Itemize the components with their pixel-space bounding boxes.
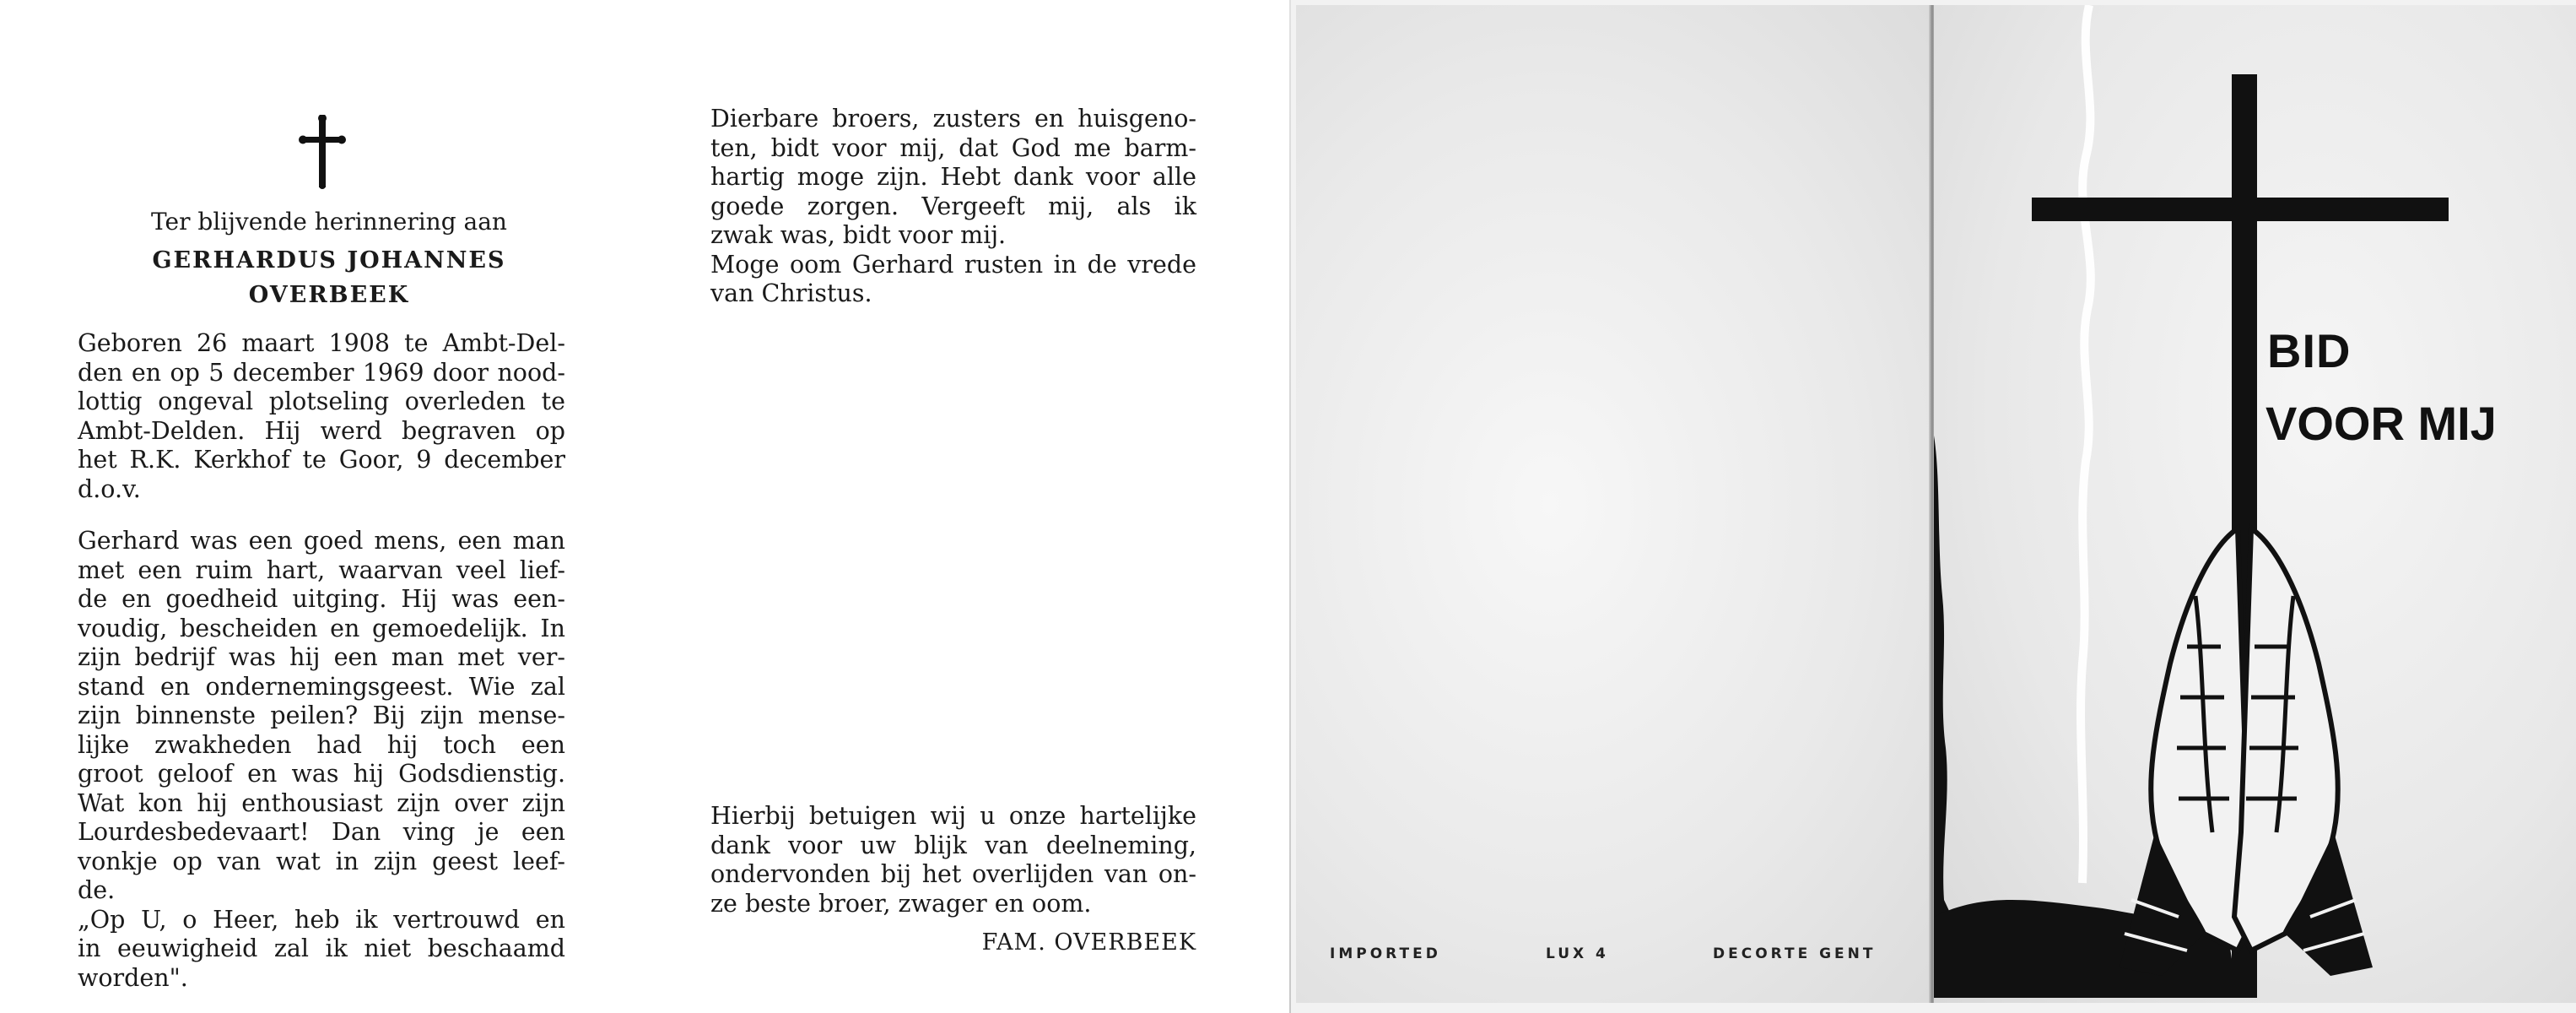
text-line: „Op U, o Heer, heb ik vertrouwd en xyxy=(78,905,565,934)
text-line: den en op 5 december 1969 door nood- xyxy=(78,358,565,387)
text-line: zijn binnenste peilen? Bij zijn mense- xyxy=(78,702,565,729)
text-line: ze beste broer, zwager en oom. xyxy=(710,889,1092,918)
text-line: in eeuwigheid zal ik niet beschaamd xyxy=(78,934,565,962)
text-line: vonkje op van wat in zijn geest leef- xyxy=(78,847,565,875)
cross-icon xyxy=(299,115,346,189)
text-line: Gerhard was een goed mens, een man xyxy=(78,527,565,555)
text-line: groot geloof en was hij Godsdienstig. xyxy=(78,760,565,788)
text-line: Moge oom Gerhard rusten in de vrede xyxy=(710,250,1196,279)
deceased-name-last: OVERBEEK xyxy=(248,282,410,308)
text-line: met een ruim hart, waarvan veel lief- xyxy=(78,555,565,584)
deceased-name-first: GERHARDUS JOHANNES xyxy=(152,247,506,274)
birth-death-paragraph xyxy=(78,329,565,504)
text-line: de en goedheid uitging. Hij was een- xyxy=(78,585,565,613)
text-line: Hierbij betuigen wij u onze hartelijke xyxy=(710,802,1196,830)
text-line: zijn bedrijf was hij een man met ver- xyxy=(78,643,565,671)
text-line: Geboren 26 maart 1908 te Ambt-Del- xyxy=(78,329,565,357)
card-back-panel xyxy=(1296,5,1931,1003)
text-line: de. xyxy=(78,876,116,904)
thanks-paragraph xyxy=(710,802,1196,918)
text-line: ten, bidt voor mij, dat God me barm- xyxy=(710,133,1196,162)
tribute-paragraph xyxy=(78,527,565,993)
imprint-series: LUX 4 xyxy=(1546,945,1609,962)
family-signature: FAM. OVERBEEK xyxy=(981,929,1196,956)
family-message-paragraph xyxy=(710,105,1196,309)
text-line: goede zorgen. Vergeeft mij, als ik xyxy=(710,192,1196,220)
text-line: het R.K. Kerkhof te Goor, 9 december xyxy=(78,446,565,474)
memorial-card-outer xyxy=(1291,0,2576,1013)
text-line: voudig, bescheiden en gemoedelijk. In xyxy=(78,614,565,642)
cover-title-line1: BID xyxy=(2267,324,2352,377)
text-line: Wat kon hij enthousiast zijn over zijn xyxy=(78,788,565,817)
text-line: ondervonden bij het overlijden van on- xyxy=(710,860,1196,888)
text-line: stand en ondernemingsgeest. Wie zal xyxy=(78,672,565,701)
text-line: van Christus. xyxy=(710,279,872,307)
text-line: d.o.v. xyxy=(78,474,141,503)
text-line: lijke zwakheden had hij toch een xyxy=(78,730,565,759)
text-line: hartig moge zijn. Hebt dank voor alle xyxy=(710,163,1196,191)
text-line: dank voor uw blijk van deelneming, xyxy=(710,831,1196,859)
text-line: lottig ongeval plotseling overleden te xyxy=(78,387,565,415)
text-line: worden". xyxy=(78,963,188,992)
text-line: zwak was, bidt voor mij. xyxy=(710,221,1007,249)
text-line: Lourdesbedevaart! Dan ving je een xyxy=(78,818,565,846)
text-line: Dierbare broers, zusters en huisgeno- xyxy=(710,105,1196,133)
imprint-publisher: DECORTE GENT xyxy=(1713,945,1877,962)
text-line: Ambt-Delden. Hij werd begraven op xyxy=(78,416,565,445)
intro-text: Ter blijvende herinnering aan xyxy=(151,208,507,236)
imprint-imported: IMPORTED xyxy=(1330,945,1441,962)
cover-title-line2: VOOR MIJ xyxy=(2265,397,2497,450)
praying-hands-illustration xyxy=(1934,5,2576,1003)
